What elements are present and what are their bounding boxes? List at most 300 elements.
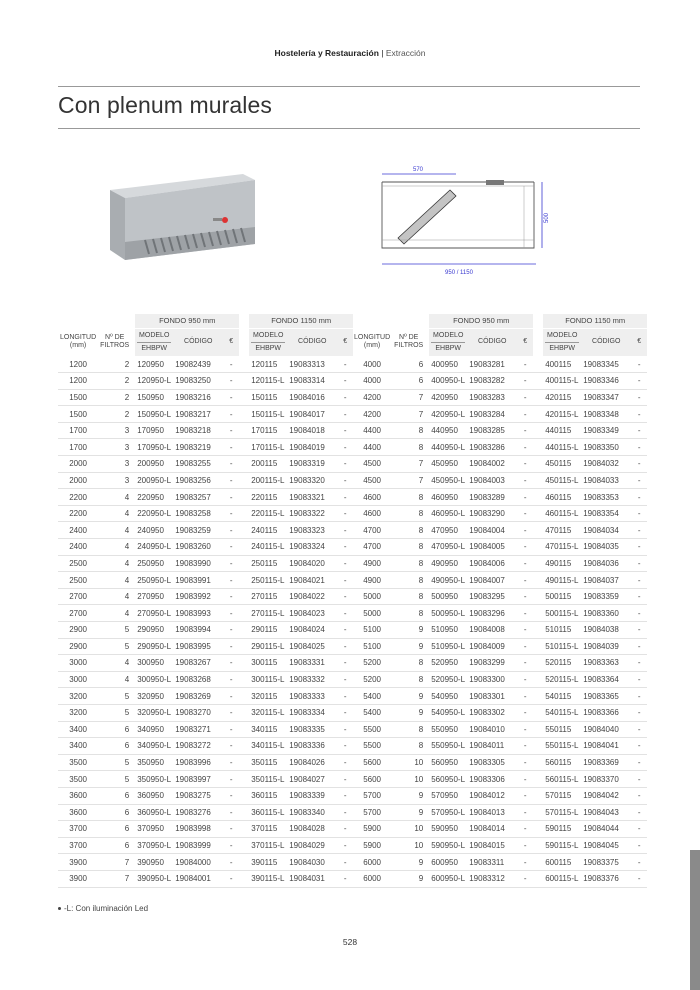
cell-precio-950: - <box>229 724 233 734</box>
cell-precio-950: - <box>229 575 233 585</box>
cell-codigo-1150: 19084026 <box>289 758 325 768</box>
cell-longitud: 3400 <box>69 741 87 751</box>
cell-modelo-1150: 320115 <box>251 691 278 701</box>
cell-modelo-950: 490950 <box>431 558 458 568</box>
cell-longitud: 2500 <box>69 558 87 568</box>
cell-precio-950: - <box>229 658 233 668</box>
table-row <box>352 456 647 473</box>
table-row <box>58 638 353 655</box>
cell-modelo-1150: 420115 <box>545 392 572 402</box>
cell-modelo-1150: 240115 <box>251 525 278 535</box>
cell-modelo-950: 590950 <box>431 824 458 834</box>
table-row <box>352 356 647 373</box>
cell-longitud: 3600 <box>69 791 87 801</box>
col-longitud: LONGITUD (mm) <box>354 334 391 350</box>
cell-precio-950: - <box>229 459 233 469</box>
cell-modelo-1150: 420115-L <box>545 409 579 419</box>
cell-codigo-950: 19083299 <box>469 658 505 668</box>
cell-modelo-950: 500950 <box>431 592 458 602</box>
table-row <box>58 870 353 887</box>
cell-codigo-950: 19083996 <box>175 758 211 768</box>
cell-filtros: 7 <box>418 475 424 485</box>
cell-filtros: 7 <box>418 409 424 419</box>
cell-codigo-950: 19084009 <box>469 641 505 651</box>
cell-precio-1150: - <box>343 359 347 369</box>
cell-filtros: 6 <box>124 741 130 751</box>
table-row <box>352 854 647 871</box>
cell-longitud: 4500 <box>363 475 381 485</box>
cell-precio-1150: - <box>343 509 347 519</box>
technical-drawing <box>374 160 560 278</box>
col-modelo: MODELO EHBPW <box>429 328 467 356</box>
cell-modelo-1150: 560115-L <box>545 774 579 784</box>
cell-modelo-1150: 490115-L <box>545 575 579 585</box>
cell-modelo-950: 490950-L <box>431 575 466 585</box>
cell-longitud: 4000 <box>363 376 381 386</box>
cell-longitud: 1200 <box>69 376 87 386</box>
cell-filtros: 8 <box>418 558 424 568</box>
cell-codigo-950: 19084011 <box>469 741 505 751</box>
table-row <box>58 539 353 556</box>
cell-precio-1150: - <box>343 592 347 602</box>
cell-longitud: 2500 <box>69 575 87 585</box>
cell-precio-1150: - <box>637 592 641 602</box>
cell-precio-950: - <box>523 758 527 768</box>
table-row <box>58 389 353 406</box>
cell-filtros: 10 <box>414 774 424 784</box>
cell-codigo-1150: 19083323 <box>289 525 325 535</box>
cell-modelo-950: 290950-L <box>137 641 172 651</box>
cell-modelo-950: 570950-L <box>431 807 466 817</box>
cell-precio-950: - <box>229 691 233 701</box>
cell-modelo-1150: 270115 <box>251 592 278 602</box>
cell-precio-1150: - <box>343 426 347 436</box>
cell-codigo-950: 19083258 <box>175 509 211 519</box>
cell-codigo-1150: 19083335 <box>289 724 325 734</box>
cell-codigo-1150: 19084036 <box>583 558 619 568</box>
col-euro: € <box>223 328 239 356</box>
cell-precio-950: - <box>229 492 233 502</box>
table-row <box>352 655 647 672</box>
cell-codigo-1150: 19084019 <box>289 442 325 452</box>
cell-codigo-1150: 19083353 <box>583 492 619 502</box>
dimension-height-label: 500 <box>544 212 550 224</box>
cell-modelo-1150: 600115 <box>545 857 572 867</box>
cell-codigo-1150: 19083321 <box>289 492 325 502</box>
cell-modelo-1150: 360115-L <box>251 807 285 817</box>
cell-precio-1150: - <box>343 376 347 386</box>
cell-longitud: 1200 <box>69 359 87 369</box>
table-row <box>58 522 353 539</box>
cell-precio-1150: - <box>343 708 347 718</box>
cell-modelo-1150: 510115 <box>545 625 572 635</box>
cell-filtros: 8 <box>418 542 424 552</box>
cell-modelo-1150: 470115 <box>545 525 572 535</box>
cell-modelo-950: 120950 <box>137 359 164 369</box>
cell-longitud: 2900 <box>69 625 87 635</box>
table-row <box>352 721 647 738</box>
cell-codigo-1150: 19084045 <box>583 841 619 851</box>
group-fondo-950: FONDO 950 mm <box>429 314 533 328</box>
page-header <box>0 48 700 58</box>
cell-codigo-1150: 19084042 <box>583 791 619 801</box>
cell-modelo-1150: 120115 <box>251 359 278 369</box>
cell-codigo-1150: 19083365 <box>583 691 619 701</box>
cell-codigo-1150: 19083339 <box>289 791 325 801</box>
cell-precio-1150: - <box>343 641 347 651</box>
cell-modelo-950: 370950 <box>137 824 164 834</box>
cell-modelo-950: 400950 <box>431 359 458 369</box>
side-tab-marker <box>690 850 700 990</box>
cell-modelo-1150: 170115-L <box>251 442 285 452</box>
cell-filtros: 4 <box>124 658 130 668</box>
table-row <box>352 389 647 406</box>
cell-modelo-1150: 600115-L <box>545 874 579 884</box>
cell-modelo-950: 570950 <box>431 791 458 801</box>
cell-codigo-950: 19083999 <box>175 841 211 851</box>
group-fondo-950: FONDO 950 mm <box>135 314 239 328</box>
cell-codigo-1150: 19084037 <box>583 575 619 585</box>
cell-precio-1150: - <box>343 459 347 469</box>
cell-precio-950: - <box>229 758 233 768</box>
cell-precio-950: - <box>523 791 527 801</box>
cell-codigo-950: 19083268 <box>175 675 211 685</box>
cell-precio-1150: - <box>637 376 641 386</box>
cell-longitud: 3900 <box>69 857 87 867</box>
cell-codigo-950: 19084004 <box>469 525 505 535</box>
cell-modelo-950: 360950 <box>137 791 164 801</box>
cell-longitud: 5600 <box>363 774 381 784</box>
cell-codigo-1150: 19084021 <box>289 575 325 585</box>
cell-filtros: 9 <box>418 641 424 651</box>
cell-longitud: 2900 <box>69 641 87 651</box>
cell-codigo-950: 19083284 <box>469 409 505 419</box>
dimension-depth-label: 950 / 1150 <box>445 270 473 276</box>
cell-modelo-1150: 540115 <box>545 691 572 701</box>
cell-modelo-1150: 200115-L <box>251 475 285 485</box>
table-row <box>58 356 353 373</box>
cell-longitud: 5600 <box>363 758 381 768</box>
cell-codigo-950: 19084003 <box>469 475 505 485</box>
cell-precio-1150: - <box>637 442 641 452</box>
cell-codigo-950: 19083255 <box>175 459 211 469</box>
cell-codigo-950: 19083250 <box>175 376 211 386</box>
cell-precio-1150: - <box>343 841 347 851</box>
page-number: 528 <box>342 937 358 947</box>
cell-longitud: 2700 <box>69 592 87 602</box>
cell-longitud: 5500 <box>363 724 381 734</box>
cell-modelo-950: 320950-L <box>137 708 172 718</box>
cell-modelo-1150: 150115-L <box>251 409 285 419</box>
cell-longitud: 6000 <box>363 874 381 884</box>
cell-filtros: 2 <box>124 409 130 419</box>
cell-filtros: 7 <box>124 874 130 884</box>
cell-filtros: 4 <box>124 675 130 685</box>
cell-longitud: 5200 <box>363 675 381 685</box>
cell-modelo-950: 450950-L <box>431 475 466 485</box>
cell-modelo-1150: 370115-L <box>251 841 285 851</box>
col-modelo-1150: MODELO EHBPW <box>249 328 287 356</box>
cell-codigo-950: 19084000 <box>175 857 211 867</box>
cell-filtros: 9 <box>418 791 424 801</box>
cell-codigo-950: 19083306 <box>469 774 505 784</box>
cell-precio-1150: - <box>343 442 347 452</box>
cell-modelo-950: 550950-L <box>431 741 466 751</box>
cell-modelo-1150: 390115 <box>251 857 278 867</box>
cell-precio-950: - <box>229 641 233 651</box>
cell-longitud: 5100 <box>363 641 381 651</box>
cell-filtros: 5 <box>124 691 130 701</box>
cell-longitud: 4600 <box>363 509 381 519</box>
cell-precio-1150: - <box>637 459 641 469</box>
cell-modelo-950: 500950-L <box>431 608 466 618</box>
cell-longitud: 2400 <box>69 542 87 552</box>
cell-filtros: 3 <box>124 475 130 485</box>
cell-precio-950: - <box>523 359 527 369</box>
cell-codigo-1150: 19083331 <box>289 658 325 668</box>
cell-codigo-1150: 19083334 <box>289 708 325 718</box>
cell-filtros: 6 <box>418 359 424 369</box>
cell-modelo-1150: 570115 <box>545 791 572 801</box>
cell-precio-1150: - <box>343 409 347 419</box>
cell-modelo-1150: 290115-L <box>251 641 285 651</box>
cell-precio-950: - <box>523 608 527 618</box>
cell-modelo-950: 540950-L <box>431 708 466 718</box>
cell-codigo-1150: 19083319 <box>289 459 325 469</box>
cell-codigo-1150: 19084024 <box>289 625 325 635</box>
cell-longitud: 4400 <box>363 426 381 436</box>
cell-modelo-950: 520950 <box>431 658 458 668</box>
cell-codigo-1150: 19083348 <box>583 409 619 419</box>
footnote <box>58 904 148 913</box>
cell-modelo-950: 240950-L <box>137 542 172 552</box>
top-divider <box>58 86 640 87</box>
cell-codigo-1150: 19083376 <box>583 874 619 884</box>
cell-precio-1150: - <box>637 724 641 734</box>
cell-modelo-950: 450950 <box>431 459 458 469</box>
cell-filtros: 4 <box>124 558 130 568</box>
cell-codigo-1150: 19083354 <box>583 509 619 519</box>
cell-codigo-950: 19083998 <box>175 824 211 834</box>
cell-filtros: 8 <box>418 724 424 734</box>
cell-modelo-950: 220950-L <box>137 509 172 519</box>
cell-codigo-950: 19083260 <box>175 542 211 552</box>
cell-modelo-1150: 340115 <box>251 724 278 734</box>
cell-longitud: 5200 <box>363 658 381 668</box>
cell-codigo-950: 19083296 <box>469 608 505 618</box>
cell-precio-950: - <box>229 409 233 419</box>
cell-codigo-950: 19084001 <box>175 874 211 884</box>
cell-codigo-950: 19083992 <box>175 592 211 602</box>
cell-codigo-950: 19083311 <box>469 857 505 867</box>
dimension-width-label: 570 <box>412 167 424 173</box>
cell-longitud: 5000 <box>363 608 381 618</box>
cell-codigo-1150: 19083350 <box>583 442 619 452</box>
cell-codigo-950: 19083991 <box>175 575 211 585</box>
cell-modelo-1150: 450115 <box>545 459 572 469</box>
cell-modelo-1150: 220115-L <box>251 509 285 519</box>
cell-filtros: 6 <box>418 376 424 386</box>
cell-modelo-950: 420950 <box>431 392 458 402</box>
cell-codigo-950: 19083219 <box>175 442 211 452</box>
cell-codigo-950: 19084013 <box>469 807 505 817</box>
cell-codigo-1150: 19084022 <box>289 592 325 602</box>
cell-longitud: 3400 <box>69 724 87 734</box>
table-row <box>352 422 647 439</box>
table-row <box>58 671 353 688</box>
cell-filtros: 8 <box>418 442 424 452</box>
cell-codigo-950: 19083270 <box>175 708 211 718</box>
cell-modelo-1150: 240115-L <box>251 542 285 552</box>
cell-modelo-950: 390950 <box>137 857 164 867</box>
cell-filtros: 9 <box>418 857 424 867</box>
table-row <box>58 505 353 522</box>
cell-precio-1150: - <box>637 426 641 436</box>
cell-modelo-1150: 400115 <box>545 359 572 369</box>
cell-precio-1150: - <box>343 558 347 568</box>
cell-longitud: 3000 <box>69 658 87 668</box>
cell-filtros: 2 <box>124 392 130 402</box>
cell-longitud: 5900 <box>363 824 381 834</box>
cell-longitud: 6000 <box>363 857 381 867</box>
cell-precio-950: - <box>523 708 527 718</box>
cell-codigo-950: 19083289 <box>469 492 505 502</box>
cell-precio-1150: - <box>343 807 347 817</box>
cell-longitud: 5700 <box>363 807 381 817</box>
cell-modelo-1150: 290115 <box>251 625 278 635</box>
cell-modelo-1150: 350115 <box>251 758 278 768</box>
cell-codigo-950: 19083218 <box>175 426 211 436</box>
cell-modelo-950: 400950-L <box>431 376 466 386</box>
cell-longitud: 4500 <box>363 459 381 469</box>
cell-codigo-950: 19083302 <box>469 708 505 718</box>
cell-precio-950: - <box>229 392 233 402</box>
cell-modelo-1150: 440115 <box>545 426 572 436</box>
cell-precio-1150: - <box>637 359 641 369</box>
cell-codigo-1150: 19083359 <box>583 592 619 602</box>
cell-precio-1150: - <box>637 608 641 618</box>
cell-precio-1150: - <box>343 874 347 884</box>
cell-codigo-1150: 19083346 <box>583 376 619 386</box>
cell-filtros: 8 <box>418 741 424 751</box>
cell-precio-950: - <box>229 841 233 851</box>
cell-codigo-950: 19083217 <box>175 409 211 419</box>
cell-codigo-950: 19083300 <box>469 675 505 685</box>
cell-longitud: 1500 <box>69 409 87 419</box>
cell-longitud: 5000 <box>363 592 381 602</box>
cell-precio-1150: - <box>637 691 641 701</box>
cell-longitud: 5400 <box>363 708 381 718</box>
table-row <box>58 837 353 854</box>
cell-precio-1150: - <box>343 774 347 784</box>
cell-modelo-950: 510950-L <box>431 641 466 651</box>
cell-modelo-950: 150950-L <box>137 409 172 419</box>
cell-longitud: 2000 <box>69 459 87 469</box>
cell-longitud: 2400 <box>69 525 87 535</box>
cell-precio-1150: - <box>637 558 641 568</box>
cell-modelo-1150: 540115-L <box>545 708 579 718</box>
table-row <box>58 704 353 721</box>
cell-precio-1150: - <box>637 525 641 535</box>
cell-codigo-1150: 19083313 <box>289 359 325 369</box>
header-section: Hostelería y Restauración <box>274 48 379 58</box>
cell-precio-950: - <box>523 824 527 834</box>
cell-modelo-1150: 250115-L <box>251 575 285 585</box>
cell-precio-1150: - <box>343 625 347 635</box>
table-row <box>58 821 353 838</box>
brand-logo-icon <box>222 217 228 223</box>
cell-precio-950: - <box>229 708 233 718</box>
cell-codigo-950: 19084010 <box>469 724 505 734</box>
cell-longitud: 5500 <box>363 741 381 751</box>
cell-filtros: 8 <box>418 608 424 618</box>
cell-modelo-950: 350950 <box>137 758 164 768</box>
table-row <box>352 870 647 887</box>
cell-longitud: 3000 <box>69 675 87 685</box>
cell-longitud: 5900 <box>363 841 381 851</box>
cell-codigo-950: 19083216 <box>175 392 211 402</box>
cell-precio-950: - <box>523 575 527 585</box>
cell-precio-950: - <box>523 774 527 784</box>
cell-codigo-1150: 19083349 <box>583 426 619 436</box>
cell-filtros: 7 <box>418 392 424 402</box>
table-row <box>58 489 353 506</box>
col-modelo-1150: MODELO EHBPW <box>543 328 581 356</box>
cell-codigo-950: 19084008 <box>469 625 505 635</box>
cell-filtros: 10 <box>414 841 424 851</box>
cell-modelo-1150: 340115-L <box>251 741 285 751</box>
header-subsection: Extracción <box>385 48 426 58</box>
table-row <box>352 489 647 506</box>
cell-modelo-950: 520950-L <box>431 675 466 685</box>
table-row <box>58 406 353 423</box>
cell-filtros: 4 <box>124 525 130 535</box>
cell-modelo-950: 150950 <box>137 392 164 402</box>
cell-modelo-950: 440950-L <box>431 442 466 452</box>
cell-codigo-1150: 19084035 <box>583 542 619 552</box>
cell-codigo-1150: 19083340 <box>289 807 325 817</box>
cell-precio-950: - <box>523 857 527 867</box>
cell-codigo-950: 19083276 <box>175 807 211 817</box>
cell-precio-950: - <box>229 874 233 884</box>
cell-precio-1150: - <box>637 492 641 502</box>
cell-precio-1150: - <box>637 625 641 635</box>
cell-precio-950: - <box>523 426 527 436</box>
cell-precio-1150: - <box>637 542 641 552</box>
cell-codigo-1150: 19084018 <box>289 426 325 436</box>
cell-modelo-950: 300950 <box>137 658 164 668</box>
cell-precio-1150: - <box>637 392 641 402</box>
cell-longitud: 4900 <box>363 558 381 568</box>
cell-codigo-1150: 19084040 <box>583 724 619 734</box>
cell-precio-1150: - <box>343 492 347 502</box>
table-row <box>352 688 647 705</box>
cell-codigo-1150: 19084027 <box>289 774 325 784</box>
cell-codigo-950: 19084005 <box>469 542 505 552</box>
cell-precio-950: - <box>229 807 233 817</box>
table-row <box>58 373 353 390</box>
cell-longitud: 4200 <box>363 409 381 419</box>
cell-codigo-950: 19083281 <box>469 359 505 369</box>
cell-filtros: 8 <box>418 658 424 668</box>
cell-precio-950: - <box>523 691 527 701</box>
cell-precio-950: - <box>523 641 527 651</box>
cell-filtros: 9 <box>418 625 424 635</box>
cell-filtros: 4 <box>124 592 130 602</box>
cell-precio-950: - <box>523 741 527 751</box>
cell-modelo-1150: 250115 <box>251 558 278 568</box>
table-row <box>352 522 647 539</box>
